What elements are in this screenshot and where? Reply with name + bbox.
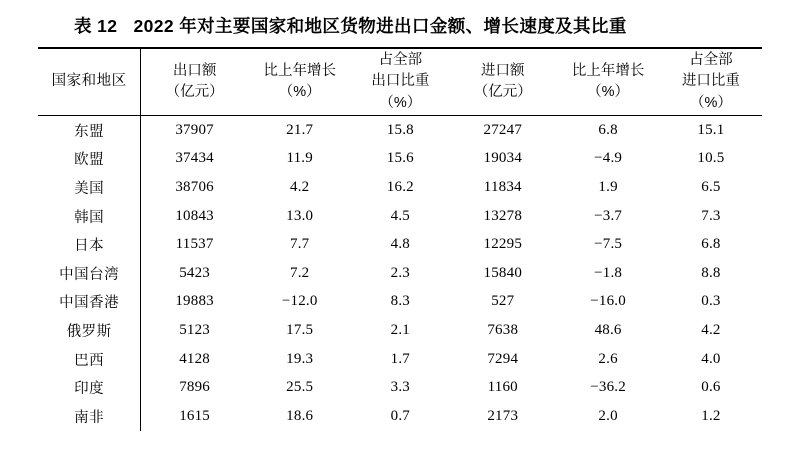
cell-region: 美国 <box>38 173 141 202</box>
cell-export-growth: 19.3 <box>286 350 314 367</box>
cell-import-growth: −4.9 <box>594 150 623 167</box>
cell-import-growth: 1.9 <box>598 178 618 195</box>
table-header <box>38 48 762 116</box>
table-row <box>38 259 762 288</box>
column-header-export-value: 出口额 （亿元） <box>141 48 248 116</box>
table-row <box>38 116 762 145</box>
table-row <box>38 173 762 202</box>
cell-import-value: 7294 <box>487 350 519 367</box>
cell-export-growth: 25.5 <box>286 379 314 396</box>
table-row <box>38 316 762 345</box>
cell-export-value: 5123 <box>179 321 211 338</box>
cell-export-value: 4128 <box>179 350 211 367</box>
cell-region: 中国香港 <box>38 288 141 317</box>
cell-import-share: 10.5 <box>697 150 725 167</box>
cell-region: 印度 <box>38 373 141 402</box>
trade-statistics-table <box>38 47 762 431</box>
cell-export-growth: 7.2 <box>290 264 310 281</box>
cell-export-share: 16.2 <box>386 178 414 195</box>
cell-import-share: 0.3 <box>701 293 721 310</box>
cell-import-growth: 6.8 <box>598 121 618 138</box>
cell-region: 欧盟 <box>38 145 141 174</box>
table-caption: 2022 年对主要国家和地区货物进出口金额、增长速度及其比重 <box>133 16 627 36</box>
cell-region: 韩国 <box>38 202 141 231</box>
cell-import-growth: 48.6 <box>594 321 622 338</box>
cell-export-value: 11537 <box>175 236 214 253</box>
cell-region: 南非 <box>38 402 141 431</box>
cell-import-value: 527 <box>491 293 515 310</box>
table-row <box>38 202 762 231</box>
cell-export-growth: −12.0 <box>281 293 318 310</box>
cell-export-growth: 17.5 <box>286 321 314 338</box>
cell-export-share: 15.8 <box>386 121 414 138</box>
cell-import-value: 12295 <box>483 236 523 253</box>
cell-export-share: 0.7 <box>390 407 411 424</box>
table-row <box>38 145 762 174</box>
cell-region: 日本 <box>38 230 141 259</box>
cell-import-growth: −36.2 <box>590 379 626 396</box>
column-header-import-growth: 比上年增长 （%） <box>556 48 660 116</box>
cell-export-share: 4.8 <box>390 236 411 253</box>
cell-import-value: 13278 <box>483 207 523 224</box>
cell-import-value: 19034 <box>483 150 523 167</box>
cell-export-share: 2.3 <box>390 264 411 281</box>
cell-import-share: 6.5 <box>701 178 721 195</box>
cell-export-share: 4.5 <box>390 207 411 224</box>
cell-export-growth: 21.7 <box>286 121 314 138</box>
cell-import-growth: −16.0 <box>590 293 626 310</box>
cell-region: 俄罗斯 <box>38 316 141 345</box>
cell-export-value: 19883 <box>175 293 214 310</box>
cell-export-share: 15.6 <box>386 150 414 167</box>
table-row <box>38 345 762 374</box>
cell-import-value: 11834 <box>483 178 522 195</box>
cell-export-value: 5423 <box>179 264 211 281</box>
cell-export-share: 1.7 <box>390 350 411 367</box>
cell-import-growth: −1.8 <box>594 264 623 281</box>
cell-import-growth: −7.5 <box>594 236 623 253</box>
column-header-export-share: 占全部 出口比重 （%） <box>351 48 449 116</box>
table-row <box>38 373 762 402</box>
cell-import-value: 27247 <box>483 121 523 138</box>
cell-export-value: 37907 <box>175 121 214 138</box>
cell-import-share: 0.6 <box>701 379 721 396</box>
column-header-import-share: 占全部 进口比重 （%） <box>660 48 762 116</box>
table-body <box>38 116 762 431</box>
table-title <box>38 0 762 47</box>
table-row <box>38 230 762 259</box>
cell-import-share: 7.3 <box>701 207 721 224</box>
cell-export-value: 7896 <box>179 379 211 396</box>
cell-import-share: 15.1 <box>697 121 725 138</box>
cell-import-growth: 2.6 <box>598 350 618 367</box>
cell-region: 巴西 <box>38 345 141 374</box>
column-header-import-value: 进口额 （亿元） <box>449 48 556 116</box>
cell-import-value: 7638 <box>487 321 519 338</box>
cell-export-share: 8.3 <box>390 293 411 310</box>
cell-export-value: 37434 <box>175 150 214 167</box>
cell-import-growth: −3.7 <box>594 207 623 224</box>
cell-region: 中国台湾 <box>38 259 141 288</box>
cell-import-value: 1160 <box>487 379 518 396</box>
cell-export-growth: 11.9 <box>286 150 313 167</box>
cell-import-value: 2173 <box>487 407 519 424</box>
cell-export-growth: 7.7 <box>290 236 310 253</box>
cell-region: 东盟 <box>38 116 141 145</box>
table-number: 表 12 <box>74 16 118 36</box>
column-header-export-growth: 比上年增长 （%） <box>248 48 352 116</box>
header-row <box>38 48 762 116</box>
cell-import-value: 15840 <box>483 264 523 281</box>
cell-import-growth: 2.0 <box>598 407 618 424</box>
cell-export-growth: 18.6 <box>286 407 314 424</box>
cell-export-growth: 13.0 <box>286 207 314 224</box>
cell-import-share: 6.8 <box>701 236 721 253</box>
cell-export-growth: 4.2 <box>290 178 310 195</box>
cell-import-share: 1.2 <box>701 407 721 424</box>
cell-export-value: 1615 <box>179 407 211 424</box>
cell-import-share: 4.0 <box>701 350 721 367</box>
cell-export-share: 3.3 <box>390 379 411 396</box>
cell-export-value: 38706 <box>175 178 214 195</box>
cell-export-value: 10843 <box>175 207 214 224</box>
table-row <box>38 288 762 317</box>
cell-import-share: 4.2 <box>701 321 721 338</box>
cell-import-share: 8.8 <box>701 264 721 281</box>
cell-export-share: 2.1 <box>390 321 411 338</box>
column-header-region: 国家和地区 <box>38 48 141 116</box>
table-row <box>38 402 762 431</box>
